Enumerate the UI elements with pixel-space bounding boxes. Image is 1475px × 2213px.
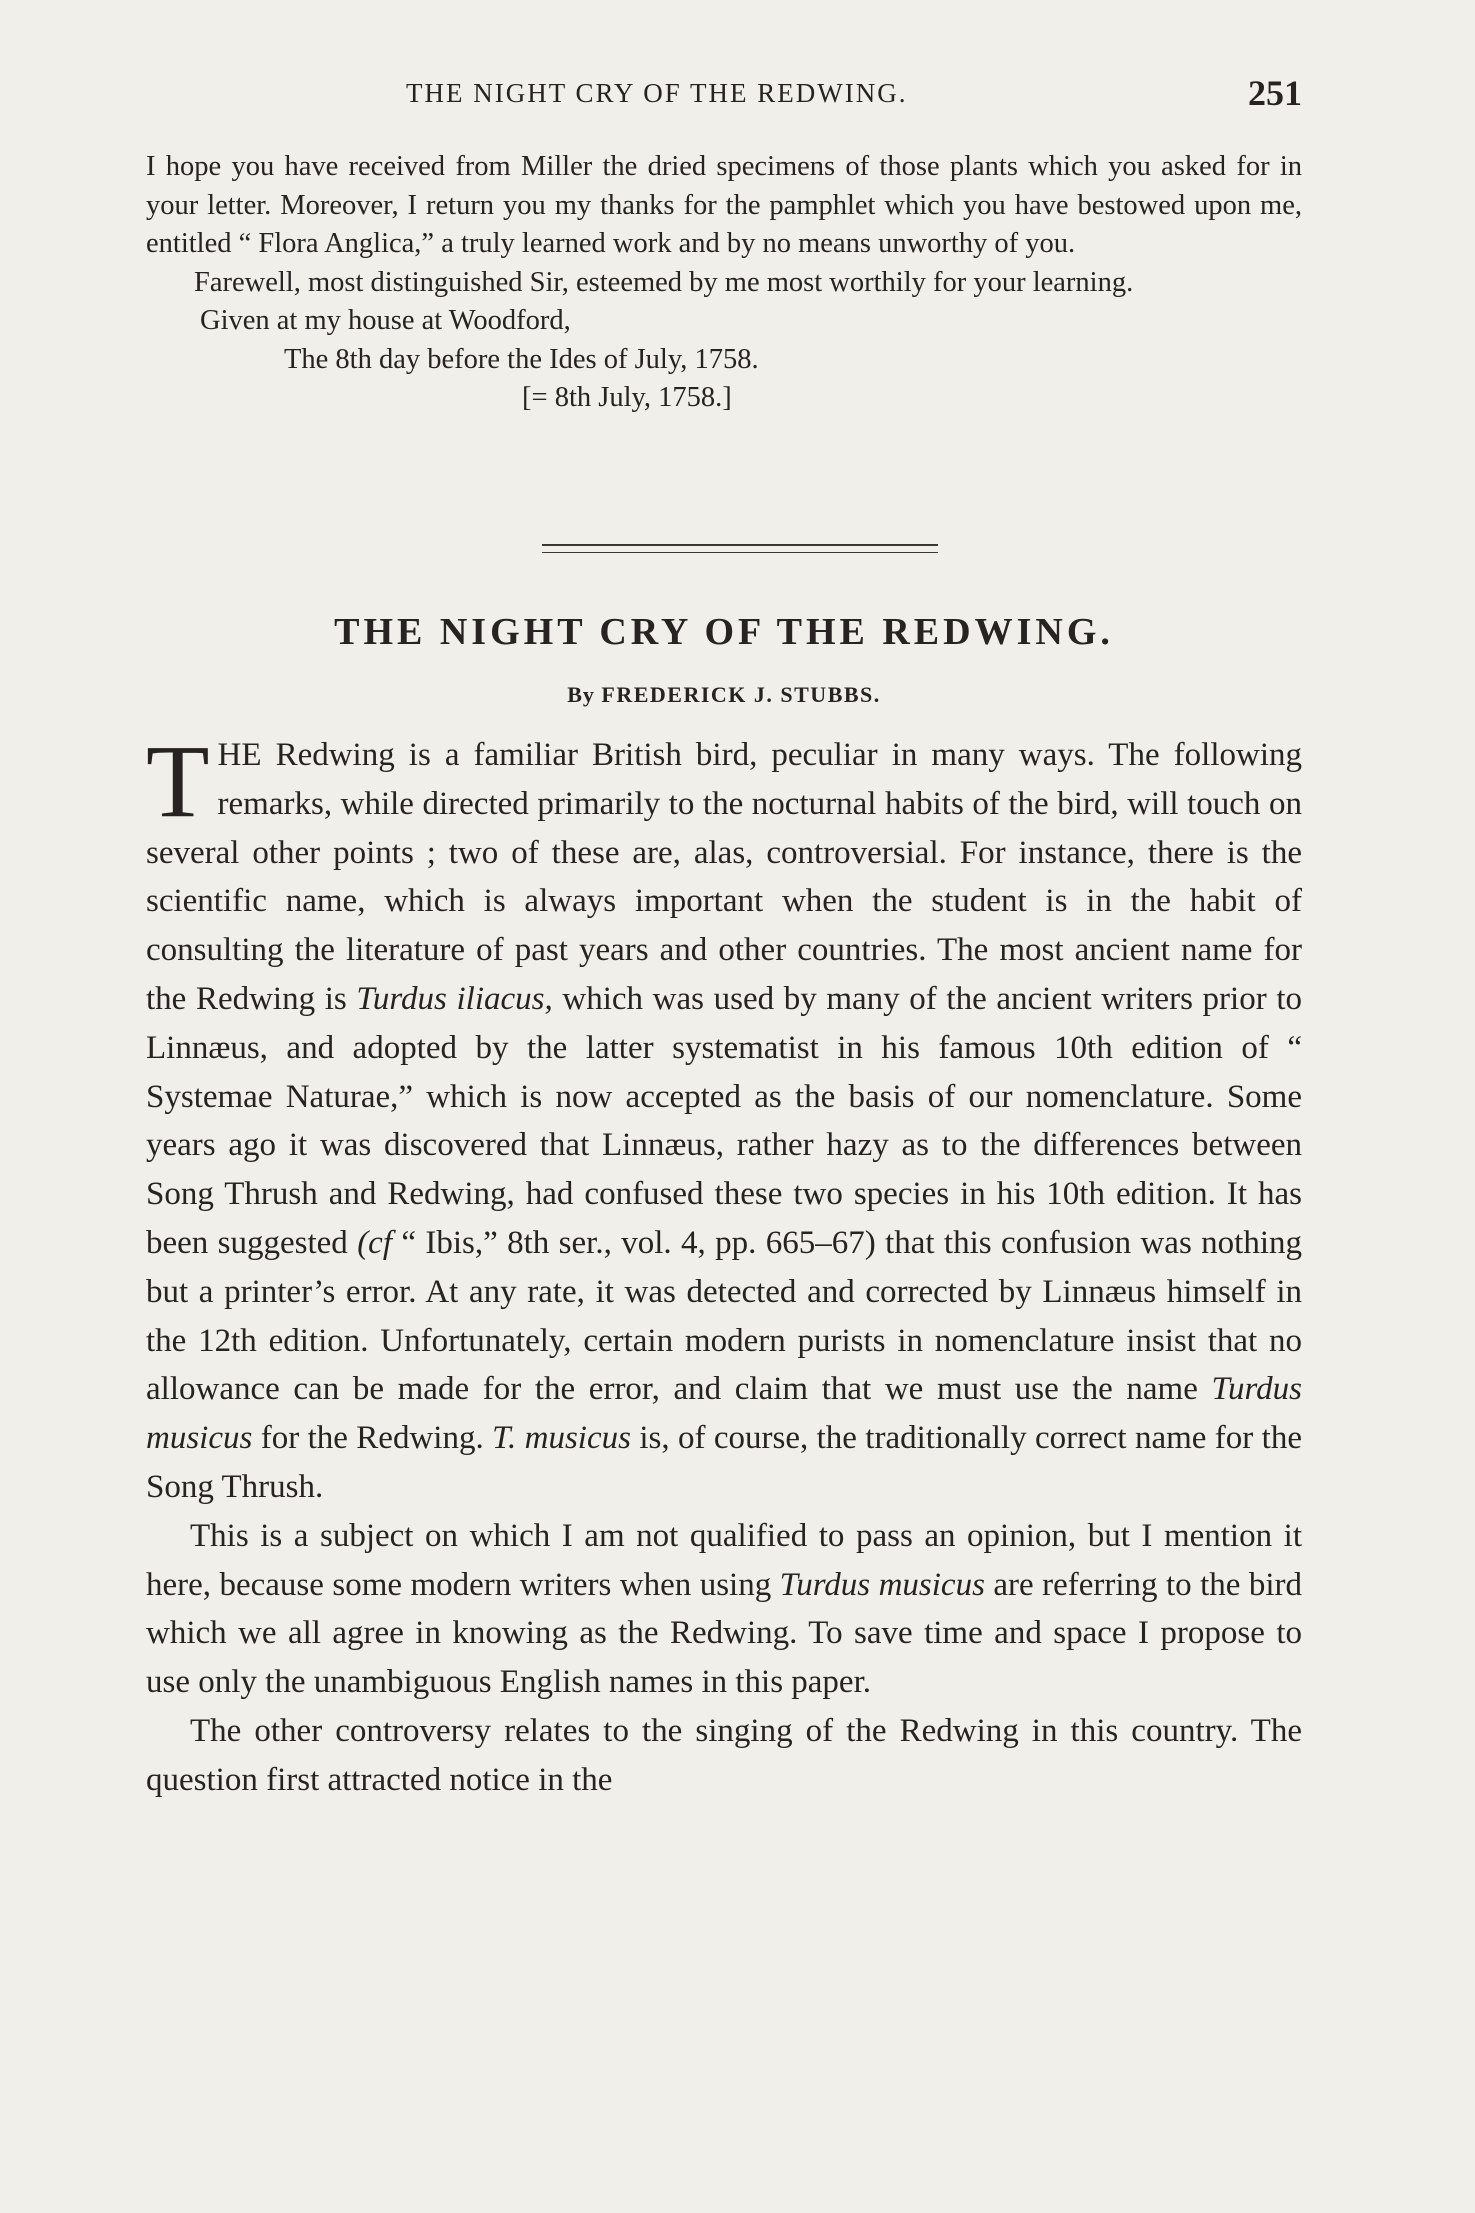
- running-head: [146, 72, 1302, 112]
- article-paragraph-1: [146, 724, 1302, 1512]
- letter-signoff-date: The 8th day before the Ides of July, 1758.: [284, 343, 759, 375]
- text-run: HE Redwing is a familiar British bird, peculiar in many ways. The following remarks, while directed primarily to the nocturnal habits of the bird, will touch on several other points ; two of these are, alas, controversial. For instance, there is the scientific name, which is always important when the student is in the habit of consulting the literature of past years and other countries. The most ancient name for the Redwing is: [146, 737, 1302, 1017]
- letter-closing: [146, 148, 1302, 418]
- text-run: “ Ibis,” 8th ser., vol. 4, pp. 665–67) that this confusion was nothing but a printer’s error. At any rate, it was detected and corrected by Linnæus himself in the 12th edition. Unfortunately, certain modern purists in nomenclature insist that no allowance can be made for the error, and claim that we must use the name: [146, 1224, 1302, 1408]
- species-name: Turdus musicus: [779, 1566, 985, 1603]
- text-run: which was used by many of the ancient writers prior to Linnæus, and adopted by the latter systematist in his famous 10th edition of “ Systemae Naturae,” which is now accepted as the basis of our nomenclature. Some years ago it was discovered that Linnæus, rather hazy as to the differences between Song Thrush and Redwing, had confused these two species in his 10th edition. It has been suggested: [146, 980, 1302, 1261]
- text-run: is, of course, the traditionally correct name for the Song Thrush.: [146, 1420, 1302, 1505]
- running-head-title: THE NIGHT CRY OF THE REDWING.: [406, 78, 908, 108]
- section-divider: [542, 544, 938, 553]
- article-title: THE NIGHT CRY OF THE REDWING.: [334, 611, 1114, 653]
- drop-cap: T: [146, 724, 210, 839]
- letter-paragraph: I hope you have received from Miller the dried specimens of those plants which you asked for in your letter. Moreover, I return you my thanks for the pamphlet which you have bestowed upon me, entitled “ Flora Anglica,” a truly learned work and by no means unworthy of you.: [146, 151, 1302, 259]
- text-run: are referring to the bird which we all agree in knowing as the Redwing. To save time and space I propose to use only the unambiguous English names in this paper.: [146, 1566, 1302, 1701]
- letter-signoff-place: Given at my house at Woodford,: [200, 305, 571, 336]
- article-body: [146, 724, 1302, 1805]
- page-number: 251: [1248, 73, 1302, 113]
- species-name: T. musicus: [492, 1420, 631, 1457]
- citation-cf: (cf: [357, 1224, 392, 1261]
- article-paragraph-3: The other controversy relates to the singing of the Redwing in this country. The question first attracted notice in the: [146, 1712, 1302, 1798]
- species-name: Turdus iliacus,: [356, 980, 553, 1017]
- book-page: [146, 0, 1302, 2213]
- letter-signoff-date-note: [= 8th July, 1758.]: [522, 382, 732, 413]
- byline-author: FREDERICK J. STUBBS.: [601, 682, 881, 707]
- byline-prefix: By: [567, 682, 595, 707]
- text-run: for the Redwing.: [252, 1420, 493, 1457]
- letter-farewell: Farewell, most distinguished Sir, esteemed by me most worthily for your learning.: [194, 266, 1134, 298]
- species-name: Turdus musicus: [146, 1371, 1302, 1457]
- article-byline: [146, 682, 1302, 708]
- article-paragraph-2: [146, 1512, 1302, 1707]
- text-run: This is a subject on which I am not qualified to pass an opinion, but I mention it here, because some modern writers when using: [146, 1517, 1302, 1603]
